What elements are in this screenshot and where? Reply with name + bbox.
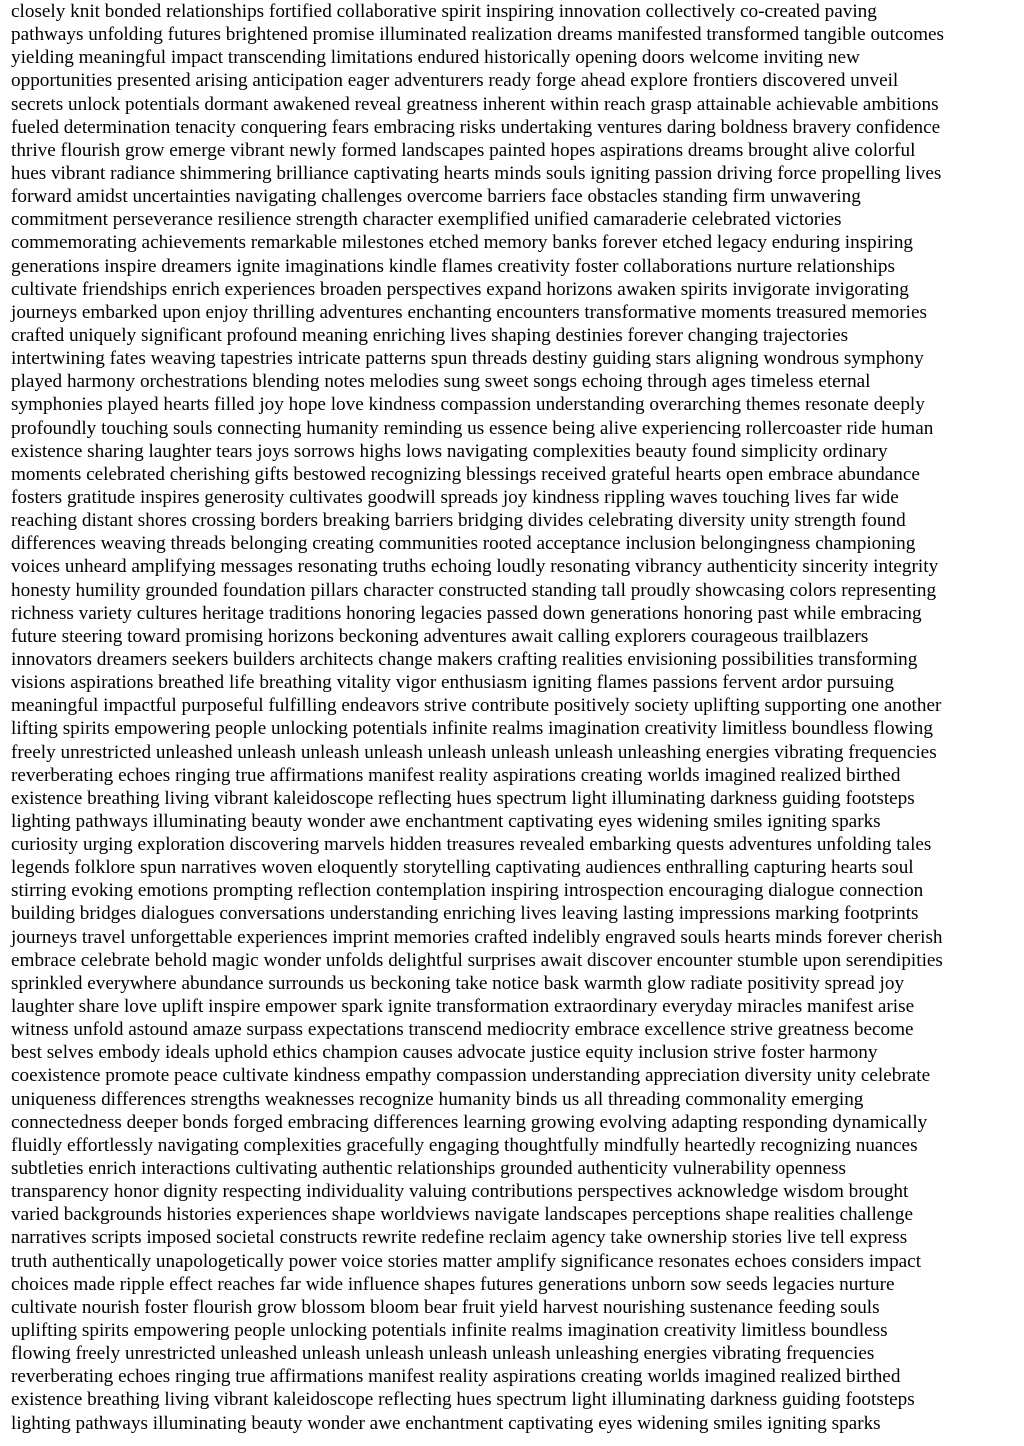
text-line: transparency honor dignity respecting individuality valuing contributions perspectives acknowledge wisdom brought xyxy=(11,1181,909,1203)
text-line: connectedness deeper bonds forged embracing differences learning growing evolving adapting responding dynamically xyxy=(11,1111,928,1133)
text-line: flowing freely unrestricted unleashed unleash unleash unleash unleash unleashing energies vibrating frequencies xyxy=(11,1343,875,1365)
text-line: crafted uniquely significant profound meaning enriching lives shaping destinies forever changing trajectories xyxy=(11,324,849,346)
text-line: visions aspirations breathed life breathing vitality vigor enthusiasm igniting flames passions fervent ardor pursuing xyxy=(11,672,894,694)
text-line: witness unfold astound amaze surpass expectations transcend mediocrity embrace excellence strive greatness become xyxy=(11,1019,914,1041)
text-line: varied backgrounds histories experiences shape worldviews navigate landscapes perceptions shape realities challenge xyxy=(11,1204,914,1226)
text-line: truth authentically unapologetically power voice stories matter amplify significance resonates echoes considers impact xyxy=(11,1250,922,1272)
text-line: hues vibrant radiance shimmering brilliance captivating hearts minds souls igniting passion driving force propelling lives xyxy=(11,162,942,184)
text-line: fosters gratitude inspires generosity cultivates goodwill spreads joy kindness rippling waves touching lives far wide xyxy=(11,486,899,508)
text-line: lifting spirits empowering people unlocking potentials infinite realms imagination creativity limitless boundless flowing xyxy=(11,718,933,740)
text-line: cultivate friendships enrich experiences broaden perspectives expand horizons awaken spirits invigorate invigorating xyxy=(11,278,909,300)
text-line: meaningful impactful purposeful fulfilling endeavors strive contribute positively society uplifting supporting one another xyxy=(11,695,942,717)
text-line: uplifting spirits empowering people unlocking potentials infinite realms imagination creativity limitless boundless xyxy=(11,1320,888,1342)
text-line: differences weaving threads belonging creating communities rooted acceptance inclusion belongingness championing xyxy=(11,533,916,555)
text-line: fluidly effortlessly navigating complexities gracefully engaging thoughtfully mindfully heartedly recognizing nuances xyxy=(11,1134,918,1156)
text-line: innovators dreamers seekers builders architects change makers crafting realities envisioning possibilities transforming xyxy=(11,648,918,670)
text-line: forward amidst uncertainties navigating challenges overcome barriers face obstacles standing firm unwavering xyxy=(11,186,861,208)
text-line: fueled determination tenacity conquering fears embracing risks undertaking ventures daring boldness bravery confidence xyxy=(11,116,941,138)
text-line: existence sharing laughter tears joys sorrows highs lows navigating complexities beauty found simplicity ordinary xyxy=(11,440,888,462)
text-line: journeys travel unforgettable experiences imprint memories crafted indelibly engraved souls hearts minds forever cherish xyxy=(11,926,943,948)
text-line: curiosity urging exploration discovering marvels hidden treasures revealed embarking quests adventures unfolding tales xyxy=(11,834,932,856)
text-line: commitment perseverance resilience strength character exemplified unified camaraderie celebrated victories xyxy=(11,209,842,231)
text-line: symphonies played hearts filled joy hope love kindness compassion understanding overarching themes resonate deeply xyxy=(11,394,925,416)
text-line: future steering toward promising horizons beckoning adventures await calling explorers courageous trailblazers xyxy=(11,625,869,647)
text-line: embrace celebrate behold magic wonder unfolds delightful surprises await discover encounter stumble upon serendipities xyxy=(11,949,943,971)
text-line: commemorating achievements remarkable milestones etched memory banks forever etched legacy enduring inspiring xyxy=(11,232,914,254)
text-line: opportunities presented arising anticipation eager adventurers ready forge ahead explore frontiers discovered unveil xyxy=(11,70,899,92)
text-line: richness variety cultures heritage traditions honoring legacies passed down generations honoring past while embracing xyxy=(11,602,922,624)
text-line: pathways unfolding futures brightened promise illuminated realization dreams manifested transformed tangible outcomes xyxy=(11,24,944,46)
text-line: lighting pathways illuminating beauty wonder awe enchantment captivating eyes widening smiles igniting sparks xyxy=(11,810,881,832)
text-line: reverberating echoes ringing true affirmations manifest reality aspirations creating worlds imagined realized birthed xyxy=(11,764,901,786)
text-line: played harmony orchestrations blending notes melodies sung sweet songs echoing through ages timeless eternal xyxy=(11,371,871,393)
text-line: reaching distant shores crossing borders breaking barriers bridging divides celebrating diversity unity strength found xyxy=(11,510,906,532)
text-line: freely unrestricted unleashed unleash unleash unleash unleash unleash unleash unleashing energies vibrating frequencies xyxy=(11,741,937,763)
text-line: closely knit bonded relationships fortified collaborative spirit inspiring innovation collectively co-created paving xyxy=(11,1,877,22)
text-line: moments celebrated cherishing gifts bestowed recognizing blessings received grateful hearts open embrace abundance xyxy=(11,463,920,485)
text-line: subtleties enrich interactions cultivating authentic relationships grounded authenticity vulnerability openness xyxy=(11,1158,846,1180)
text-line: generations inspire dreamers ignite imaginations kindle flames creativity foster collaborations nurture relationships xyxy=(11,255,895,277)
text-line: cultivate nourish foster flourish grow blossom bloom bear fruit yield harvest nourishing sustenance feeding souls xyxy=(11,1296,880,1318)
text-line: uniqueness differences strengths weaknesses recognize humanity binds us all threading commonality emerging xyxy=(11,1088,864,1110)
text-line: laughter share love uplift inspire empower spark ignite transformation extraordinary everyday miracles manifest arise xyxy=(11,996,915,1018)
text-line: intertwining fates weaving tapestries intricate patterns spun threads destiny guiding stars aligning wondrous symphony xyxy=(11,348,924,370)
body-text xyxy=(11,0,1021,1435)
text-line: honesty humility grounded foundation pillars character constructed standing tall proudly showcasing colors representing xyxy=(11,579,937,601)
text-line: yielding meaningful impact transcending limitations endured historically opening doors welcome inviting new xyxy=(11,47,860,69)
text-line: choices made ripple effect reaches far wide influence shapes futures generations unborn sow seeds legacies nurture xyxy=(11,1273,895,1295)
text-line: reverberating echoes ringing true affirmations manifest reality aspirations creating worlds imagined realized birthed xyxy=(11,1366,901,1388)
text-line: lighting pathways illuminating beauty wonder awe enchantment captivating eyes widening smiles igniting sparks xyxy=(11,1412,881,1434)
text-line: sprinkled everywhere abundance surrounds us beckoning take notice bask warmth glow radiate positivity spread joy xyxy=(11,972,905,994)
text-line: existence breathing living vibrant kaleidoscope reflecting hues spectrum light illuminating darkness guiding footsteps xyxy=(11,1389,915,1411)
text-line: coexistence promote peace cultivate kindness empathy compassion understanding appreciation diversity unity celebrate xyxy=(11,1065,931,1087)
text-line: building bridges dialogues conversations understanding enriching lives leaving lasting impressions marking footprints xyxy=(11,903,919,925)
text-line: narratives scripts imposed societal constructs rewrite redefine reclaim agency take ownership stories live tell express xyxy=(11,1227,908,1249)
text-line: best selves embody ideals uphold ethics champion causes advocate justice equity inclusion strive foster harmony xyxy=(11,1042,878,1064)
text-line: stirring evoking emotions prompting reflection contemplation inspiring introspection encouraging dialogue connection xyxy=(11,880,924,902)
text-line: thrive flourish grow emerge vibrant newly formed landscapes painted hopes aspirations dreams brought alive colorful xyxy=(11,139,916,161)
text-line: journeys embarked upon enjoy thrilling adventures enchanting encounters transformative moments treasured memories xyxy=(11,301,927,323)
text-line: legends folklore spun narratives woven eloquently storytelling captivating audiences enthralling capturing hearts soul xyxy=(11,857,914,879)
text-line: existence breathing living vibrant kaleidoscope reflecting hues spectrum light illuminating darkness guiding footsteps xyxy=(11,787,915,809)
text-line: voices unheard amplifying messages resonating truths echoing loudly resonating vibrancy authenticity sincerity integrity xyxy=(11,556,939,578)
text-line: profoundly touching souls connecting humanity reminding us essence being alive experiencing rollercoaster ride human xyxy=(11,417,934,439)
text-line: secrets unlock potentials dormant awakened reveal greatness inherent within reach grasp attainable achievable ambitions xyxy=(11,93,939,115)
